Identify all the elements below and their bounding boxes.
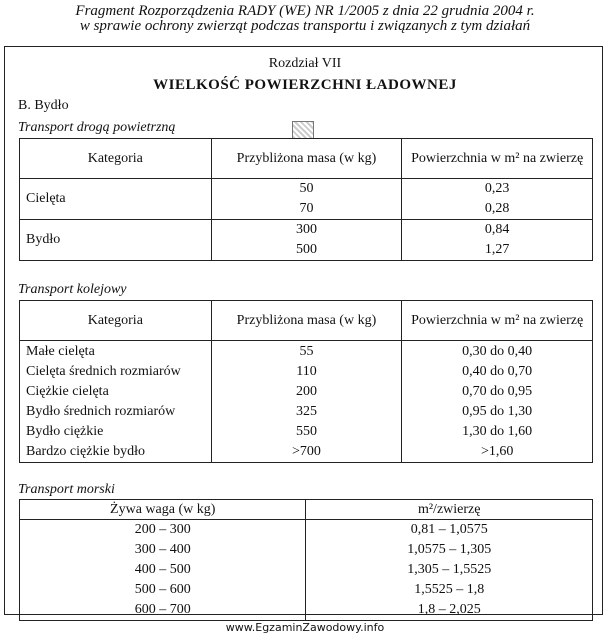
table-row (20, 520, 593, 621)
air-row-mass: 300 500 (211, 220, 402, 261)
rail-masses: 55 110 200 325 550 >700 (211, 341, 402, 463)
sea-transport-table (19, 499, 593, 621)
sea-header-weight: Żywa waga (w kg) (20, 500, 306, 520)
air-transport-table (19, 138, 593, 261)
section-title: WIELKOŚĆ POWIERZCHNI ŁADOWNEJ (153, 77, 457, 93)
air-row-mass: 50 70 (211, 179, 402, 220)
document-header (0, 4, 610, 34)
air-row-area: 0,23 0,28 (402, 179, 593, 220)
table-row (20, 220, 593, 261)
air-header-category: Kategoria (20, 139, 212, 179)
air-row-category: Bydło (20, 220, 212, 261)
site-watermark: www.EgzaminZawodowy.info (225, 621, 385, 634)
image-placeholder-icon (292, 121, 314, 139)
rail-transport-caption: Transport kolejowy (18, 282, 127, 297)
table-row (20, 341, 593, 463)
air-header-mass: Przybliżona masa (w kg) (211, 139, 402, 179)
rail-transport-table (19, 300, 593, 463)
table-row (20, 179, 593, 220)
air-row-category: Cielęta (20, 179, 212, 220)
header-line-1: Fragment Rozporządzenia RADY (WE) NR 1/2005 z dnia 22 grudnia 2004 r. (75, 3, 535, 19)
air-header-area: Powierzchnia w m² na zwierzę (402, 139, 593, 179)
rail-areas: 0,30 do 0,40 0,40 do 0,70 0,70 do 0,95 0,95 do 1,30 1,30 do 1,60 >1,60 (402, 341, 593, 463)
rail-header-area: Powierzchnia w m² na zwierzę (402, 301, 593, 341)
rail-categories: Małe cielęta Cielęta średnich rozmiarów Ciężkie cielęta Bydło średnich rozmiarów Bydło ciężkie Bardzo ciężkie bydło (20, 341, 212, 463)
air-transport-caption: Transport drogą powietrzną (18, 120, 176, 135)
sea-transport-caption: Transport morski (18, 482, 115, 497)
subsection-label: B. Bydło (18, 98, 69, 113)
rail-header-mass: Przybliżona masa (w kg) (211, 301, 402, 341)
chapter-label: Rozdział VII (268, 56, 342, 71)
rail-header-category: Kategoria (20, 301, 212, 341)
sea-header-area: m²/zwierzę (306, 500, 593, 520)
sea-areas: 0,81 – 1,0575 1,0575 – 1,305 1,305 – 1,5525 1,5525 – 1,8 1,8 – 2,025 (306, 520, 593, 621)
sea-weights: 200 – 300 300 – 400 400 – 500 500 – 600 600 – 700 (20, 520, 306, 621)
air-row-area: 0,84 1,27 (402, 220, 593, 261)
header-line-2: w sprawie ochrony zwierząt podczas transportu i związanych z tym działań (79, 18, 531, 34)
